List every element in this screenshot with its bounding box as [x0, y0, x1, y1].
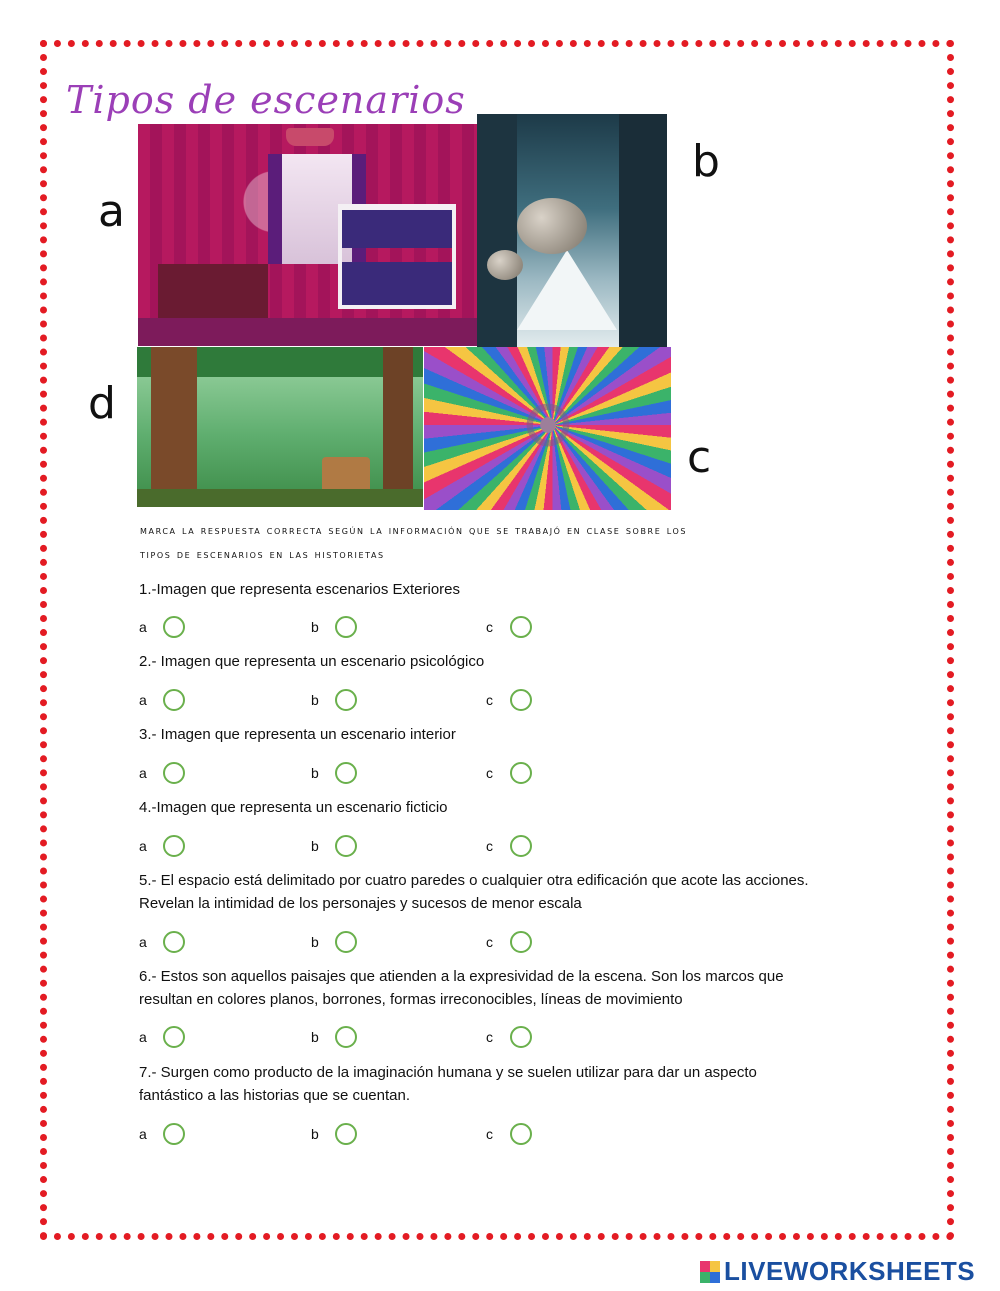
question-3: [139, 723, 879, 746]
q2-option-a-label: a: [139, 692, 147, 708]
question-7-text-line-1: 7.- Surgen como producto de la imaginación humana y se suelen utilizar para dar un aspecto: [139, 1064, 757, 1081]
q3-option-c[interactable]: [486, 762, 532, 784]
q5-radio-c[interactable]: [510, 931, 532, 953]
spiral-center: [518, 395, 578, 455]
tree-trunk-right: [383, 347, 413, 497]
instructions: [140, 518, 840, 566]
q4-option-a-label: a: [139, 838, 147, 854]
q4-radio-c[interactable]: [510, 835, 532, 857]
q2-option-a[interactable]: [139, 689, 185, 711]
q6-option-a-label: a: [139, 1029, 147, 1045]
q2-option-c-label: c: [486, 692, 493, 708]
question-4: [139, 796, 879, 819]
q7-radio-b[interactable]: [335, 1123, 357, 1145]
tree-trunk: [151, 347, 197, 497]
q7-option-b-label: b: [311, 1126, 319, 1142]
q7-option-c-label: c: [486, 1126, 493, 1142]
question-2-text: 2.- Imagen que representa un escenario psicológico: [139, 653, 485, 670]
forest-ground: [137, 489, 423, 507]
q1-option-c-label: c: [486, 619, 493, 635]
question-4-text: 4.-Imagen que representa un escenario ficticio: [139, 799, 448, 816]
q6-option-c[interactable]: [486, 1026, 532, 1048]
q6-option-a[interactable]: [139, 1026, 185, 1048]
worksheet-title: Tipos de escenarios: [66, 78, 466, 122]
question-2: [139, 650, 879, 673]
q1-radio-c[interactable]: [510, 616, 532, 638]
q7-option-a[interactable]: [139, 1123, 185, 1145]
q3-radio-c[interactable]: [510, 762, 532, 784]
q4-option-c[interactable]: [486, 835, 532, 857]
label-c: c: [687, 432, 712, 483]
q3-radio-a[interactable]: [163, 762, 185, 784]
q5-radio-a[interactable]: [163, 931, 185, 953]
q1-radio-a[interactable]: [163, 616, 185, 638]
q2-option-c[interactable]: [486, 689, 532, 711]
q4-option-b-label: b: [311, 838, 319, 854]
label-b: b: [692, 136, 720, 187]
desk: [158, 264, 268, 324]
label-d: d: [88, 378, 116, 429]
q3-option-a[interactable]: [139, 762, 185, 784]
q7-option-c[interactable]: [486, 1123, 532, 1145]
q2-option-b[interactable]: [311, 689, 357, 711]
q1-option-c[interactable]: [486, 616, 532, 638]
question-6: [139, 965, 879, 1011]
image-d-forest: [137, 347, 423, 507]
q1-option-b-label: b: [311, 619, 319, 635]
question-1: [139, 578, 879, 601]
q6-option-c-label: c: [486, 1029, 493, 1045]
liveworksheets-brand[interactable]: [700, 1256, 975, 1287]
question-1-text: 1.-Imagen que representa escenarios Exteriores: [139, 581, 461, 598]
q3-option-a-label: a: [139, 765, 147, 781]
label-a: a: [98, 186, 125, 237]
cave-wall-right: [619, 114, 667, 350]
q6-option-b[interactable]: [311, 1026, 357, 1048]
q5-option-c[interactable]: [486, 931, 532, 953]
q1-option-a-label: a: [139, 619, 147, 635]
q6-radio-a[interactable]: [163, 1026, 185, 1048]
question-7: [139, 1061, 879, 1107]
q5-option-c-label: c: [486, 934, 493, 950]
q6-radio-b[interactable]: [335, 1026, 357, 1048]
q2-radio-b[interactable]: [335, 689, 357, 711]
q3-option-b[interactable]: [311, 762, 357, 784]
q2-radio-c[interactable]: [510, 689, 532, 711]
q7-option-b[interactable]: [311, 1123, 357, 1145]
q3-option-c-label: c: [486, 765, 493, 781]
q5-option-a[interactable]: [139, 931, 185, 953]
bunk-bed: [338, 204, 456, 309]
question-3-text: 3.- Imagen que representa un escenario interior: [139, 726, 456, 743]
q3-option-b-label: b: [311, 765, 319, 781]
q4-radio-a[interactable]: [163, 835, 185, 857]
q6-option-b-label: b: [311, 1029, 319, 1045]
image-c-psychedelic: [424, 347, 671, 510]
q7-option-a-label: a: [139, 1126, 147, 1142]
q5-option-b-label: b: [311, 934, 319, 950]
question-5-text-line-1: 5.- El espacio está delimitado por cuatro paredes o cualquier otra edificación que acote las acciones.: [139, 872, 809, 889]
q2-option-b-label: b: [311, 692, 319, 708]
ceiling-lamp: [286, 128, 334, 146]
q7-radio-a[interactable]: [163, 1123, 185, 1145]
question-6-text-line-1: 6.- Estos son aquellos paisajes que atienden a la expresividad de la escena. Son los marcos que: [139, 968, 784, 985]
q1-option-a[interactable]: [139, 616, 185, 638]
instructions-line-2: tipos de escenarios en las historietas: [140, 547, 385, 561]
q1-radio-b[interactable]: [335, 616, 357, 638]
question-7-text-line-2: fantástico a las historias que se cuentan.: [139, 1087, 410, 1104]
q4-radio-b[interactable]: [335, 835, 357, 857]
q6-radio-c[interactable]: [510, 1026, 532, 1048]
question-5-text-line-2: Revelan la intimidad de los personajes y sucesos de menor escala: [139, 895, 582, 912]
floating-sphere-small: [487, 250, 523, 280]
liveworksheets-logo-icon: [700, 1261, 720, 1283]
q4-option-a[interactable]: [139, 835, 185, 857]
q1-option-b[interactable]: [311, 616, 357, 638]
q7-radio-c[interactable]: [510, 1123, 532, 1145]
question-5: [139, 869, 879, 915]
instructions-line-1: marca la respuesta correcta según la información que se trabajó en clase sobre los: [140, 523, 688, 537]
floor: [138, 318, 478, 346]
q4-option-c-label: c: [486, 838, 493, 854]
q5-option-a-label: a: [139, 934, 147, 950]
image-b-fantasy-cave: [477, 114, 667, 350]
floating-sphere: [517, 198, 587, 254]
image-a-bedroom: [138, 124, 478, 346]
q5-radio-b[interactable]: [335, 931, 357, 953]
cave-wall-left: [477, 114, 517, 350]
q2-radio-a[interactable]: [163, 689, 185, 711]
q4-option-b[interactable]: [311, 835, 357, 857]
question-6-text-line-2: resultan en colores planos, borrones, formas irreconocibles, líneas de movimiento: [139, 991, 683, 1008]
brand-text: LIVEWORKSHEETS: [724, 1256, 976, 1286]
snowy-mountain: [517, 250, 617, 330]
q3-radio-b[interactable]: [335, 762, 357, 784]
q5-option-b[interactable]: [311, 931, 357, 953]
